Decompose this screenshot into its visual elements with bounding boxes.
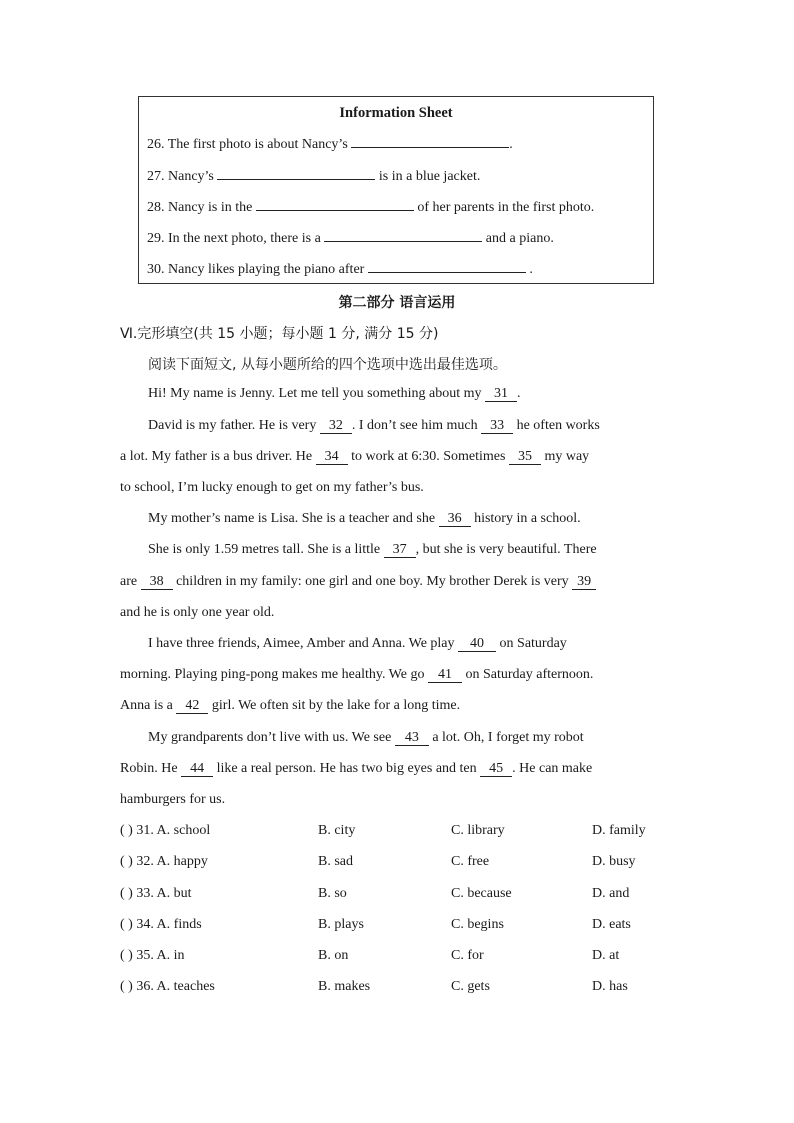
gap-39: 39 [572,574,596,590]
answer-blank-26[interactable] [351,135,509,148]
question-stem[interactable]: ( ) 36. A. teaches [120,979,215,994]
gap-45: 45 [480,761,512,777]
information-sheet-title: Information Sheet [339,105,453,121]
option-d[interactable]: D. family [592,823,646,838]
passage-line: are 38 children in my family: one girl and one boy. My brother Derek is very 39 [120,574,596,590]
option-c[interactable]: C. free [451,854,490,869]
part-title: 第二部分 语言运用 [338,295,456,311]
gap-36: 36 [439,511,471,527]
gap-32: 32 [320,418,352,434]
option-b[interactable]: B. makes [318,979,371,994]
option-d[interactable]: D. at [592,948,620,963]
gap-37: 37 [384,542,416,558]
sheet-row-26: 26. The first photo is about Nancy’s . [147,137,513,152]
section-title: Ⅵ.完形填空(共 15 小题；每小题 1 分, 满分 15 分) [120,326,439,342]
passage-line: morning. Playing ping-pong makes me healthy. We go 41 on Saturday afternoon. [120,667,594,682]
question-stem[interactable]: ( ) 34. A. finds [120,917,202,932]
passage-line: hamburgers for us. [120,792,226,807]
gap-33: 33 [481,418,513,434]
option-c[interactable]: C. library [451,823,505,838]
gap-41: 41 [428,667,462,683]
option-b[interactable]: B. so [318,886,347,901]
option-b[interactable]: B. plays [318,917,364,932]
passage-line: David is my father. He is very 32 . I don’t see him much 33 he often works [148,418,600,433]
option-d[interactable]: D. and [592,886,630,901]
gap-43: 43 [395,730,429,746]
option-b[interactable]: B. sad [318,854,353,869]
passage-line: a lot. My father is a bus driver. He 34 to work at 6:30. Sometimes 35 my way [120,449,590,464]
answer-blank-27[interactable] [217,167,375,180]
information-sheet-box [138,96,654,284]
gap-31: 31 [485,386,517,402]
passage-line: and he is only one year old. [120,605,275,620]
instruction: 阅读下面短文, 从每小题所给的四个选项中选出最佳选项。 [148,357,507,373]
gap-38: 38 [141,574,173,590]
passage-line: Hi! My name is Jenny. Let me tell you something about my 31 . [148,386,521,401]
option-b[interactable]: B. city [318,823,356,838]
sheet-row-28: 28. Nancy is in the of her parents in the first photo. [147,200,595,215]
answer-blank-29[interactable] [324,229,482,242]
sheet-row-29: 29. In the next photo, there is a and a piano. [147,231,554,246]
option-b[interactable]: B. on [318,948,349,963]
passage-line: Anna is a 42 girl. We often sit by the lake for a long time. [120,698,461,713]
gap-44: 44 [181,761,213,777]
sheet-row-30: 30. Nancy likes playing the piano after . [147,262,533,277]
question-stem[interactable]: ( ) 32. A. happy [120,854,208,869]
answer-blank-30[interactable] [368,260,526,273]
option-d[interactable]: D. busy [592,854,636,869]
passage-line: My mother’s name is Lisa. She is a teacher and she 36 history in a school. [148,511,581,526]
gap-40: 40 [458,636,496,652]
gap-35: 35 [509,449,541,465]
gap-34: 34 [316,449,348,465]
question-stem[interactable]: ( ) 35. A. in [120,948,185,963]
answer-blank-28[interactable] [256,198,414,211]
passage-line: to school, I’m lucky enough to get on my father’s bus. [120,480,424,495]
passage-line: I have three friends, Aimee, Amber and Anna. We play 40 on Saturday [148,636,567,651]
sheet-row-27: 27. Nancy’s is in a blue jacket. [147,169,481,184]
option-d[interactable]: D. eats [592,917,631,932]
passage-line: My grandparents don’t live with us. We see 43 a lot. Oh, I forget my robot [148,730,584,745]
gap-42: 42 [176,698,208,714]
option-c[interactable]: C. because [451,886,512,901]
passage-line: Robin. He 44 like a real person. He has two big eyes and ten 45 . He can make [120,761,593,776]
option-c[interactable]: C. gets [451,979,490,994]
passage-line: She is only 1.59 metres tall. She is a little 37 , but she is very beautiful. There [148,542,597,557]
question-stem[interactable]: ( ) 31. A. school [120,823,211,838]
option-d[interactable]: D. has [592,979,628,994]
option-c[interactable]: C. begins [451,917,504,932]
option-c[interactable]: C. for [451,948,484,963]
question-stem[interactable]: ( ) 33. A. but [120,886,192,901]
